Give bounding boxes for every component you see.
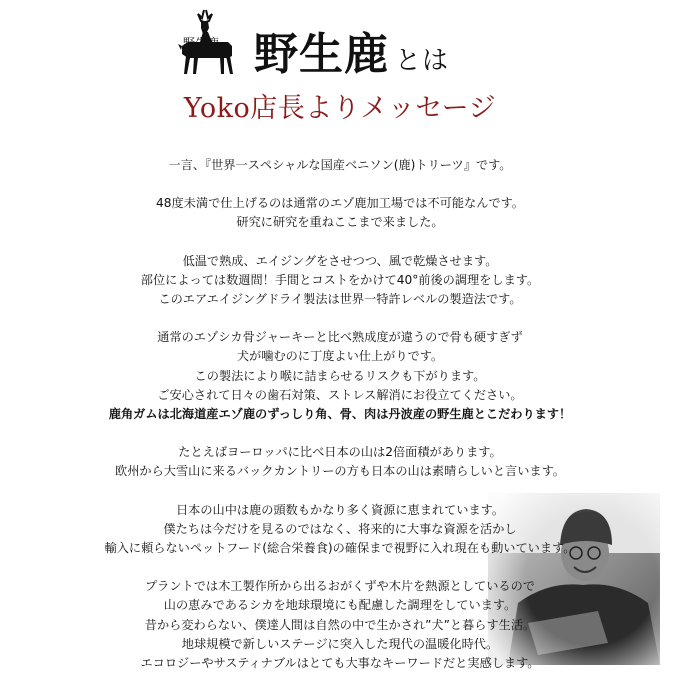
message-line: たとえばヨーロッパに比べ日本の山は2倍面積があります。 [178,445,502,460]
message-line: 低温で熟成、エイジングをさせつつ、風で乾燥させます。 [182,253,498,268]
title-main: 野生鹿 [254,29,389,80]
title-suffix: とは [395,46,450,76]
message-line: 日本の山中は鹿の頭数もかなり多く資源に恵まれています。 [175,502,505,517]
message-paragraph [0,156,680,175]
page-title [254,18,449,82]
message-line: 地球規模で新しいステージに突入した現代の温暖化時代。 [181,636,499,651]
message-line: エコロジーやサスティナブルはとても大事なキーワードだと実感します。 [140,656,540,671]
message-line: 輸入に頼らないペットフード(総合栄養食)の確保まで視野に入れ現在も動いています。 [104,541,576,556]
message-line: 昔から変わらない、僕達人間は自然の中で生かされ”犬”と暮らす生活。 [144,617,536,632]
message-line: 犬が噛むのに丁度よい仕上がりです。 [236,349,444,364]
message-line: 一言、『世界一スペシャルな国産ベニソン(鹿)トリーツ』です。 [168,158,512,172]
message-line: 部位によっては数週間！手間とコストをかけて40°前後の調理をします。 [140,272,540,287]
message-paragraph [0,328,680,424]
message-paragraph [0,194,680,232]
logo-text: 野生鹿 [183,36,220,50]
message-line: プラントでは木工製作所から出るおがくずや木片を熱源としているので [145,579,535,594]
message-paragraph [0,501,680,559]
message-paragraph [0,577,680,673]
message-paragraph [0,443,680,481]
message-paragraph [0,252,680,310]
message-line: このエアエイジングドライ製法は世界一特許レベルの製造法です。 [158,292,522,307]
message-line: 山の恵みであるシカを地球環境にも配慮した調理をしています。 [163,598,517,613]
message-line: ご安心されて日々の歯石対策、ストレス解消にお役立てください。 [157,387,523,402]
message-line: 研究に研究を重ねここまで来ました。 [236,215,444,230]
message-line: 通常のエゾシカ骨ジャーキーと比べ熟成度が違うので骨も硬すぎず [157,330,523,345]
message-line: 鹿角ガムは北海道産エゾ鹿のずっしり角、骨、肉は丹波産の野生鹿とこだわります！ [108,407,572,422]
message-line: 48度未満で仕上げるのは通常のエゾ鹿加工場では不可能なんです。 [156,196,524,211]
message-line: 僕たちは今だけを見るのではなく、将来的に大事な資源を活かし [163,521,517,536]
message-line: この製法により喉に詰まらせるリスクも下がります。 [194,368,486,383]
message-line: 欧州から大雪山に来るバックカントリーの方も日本の山は素晴らしいと言います。 [115,464,565,479]
message-body [0,156,680,692]
page-subtitle: Yoko店長よりメッセージ [183,93,497,124]
